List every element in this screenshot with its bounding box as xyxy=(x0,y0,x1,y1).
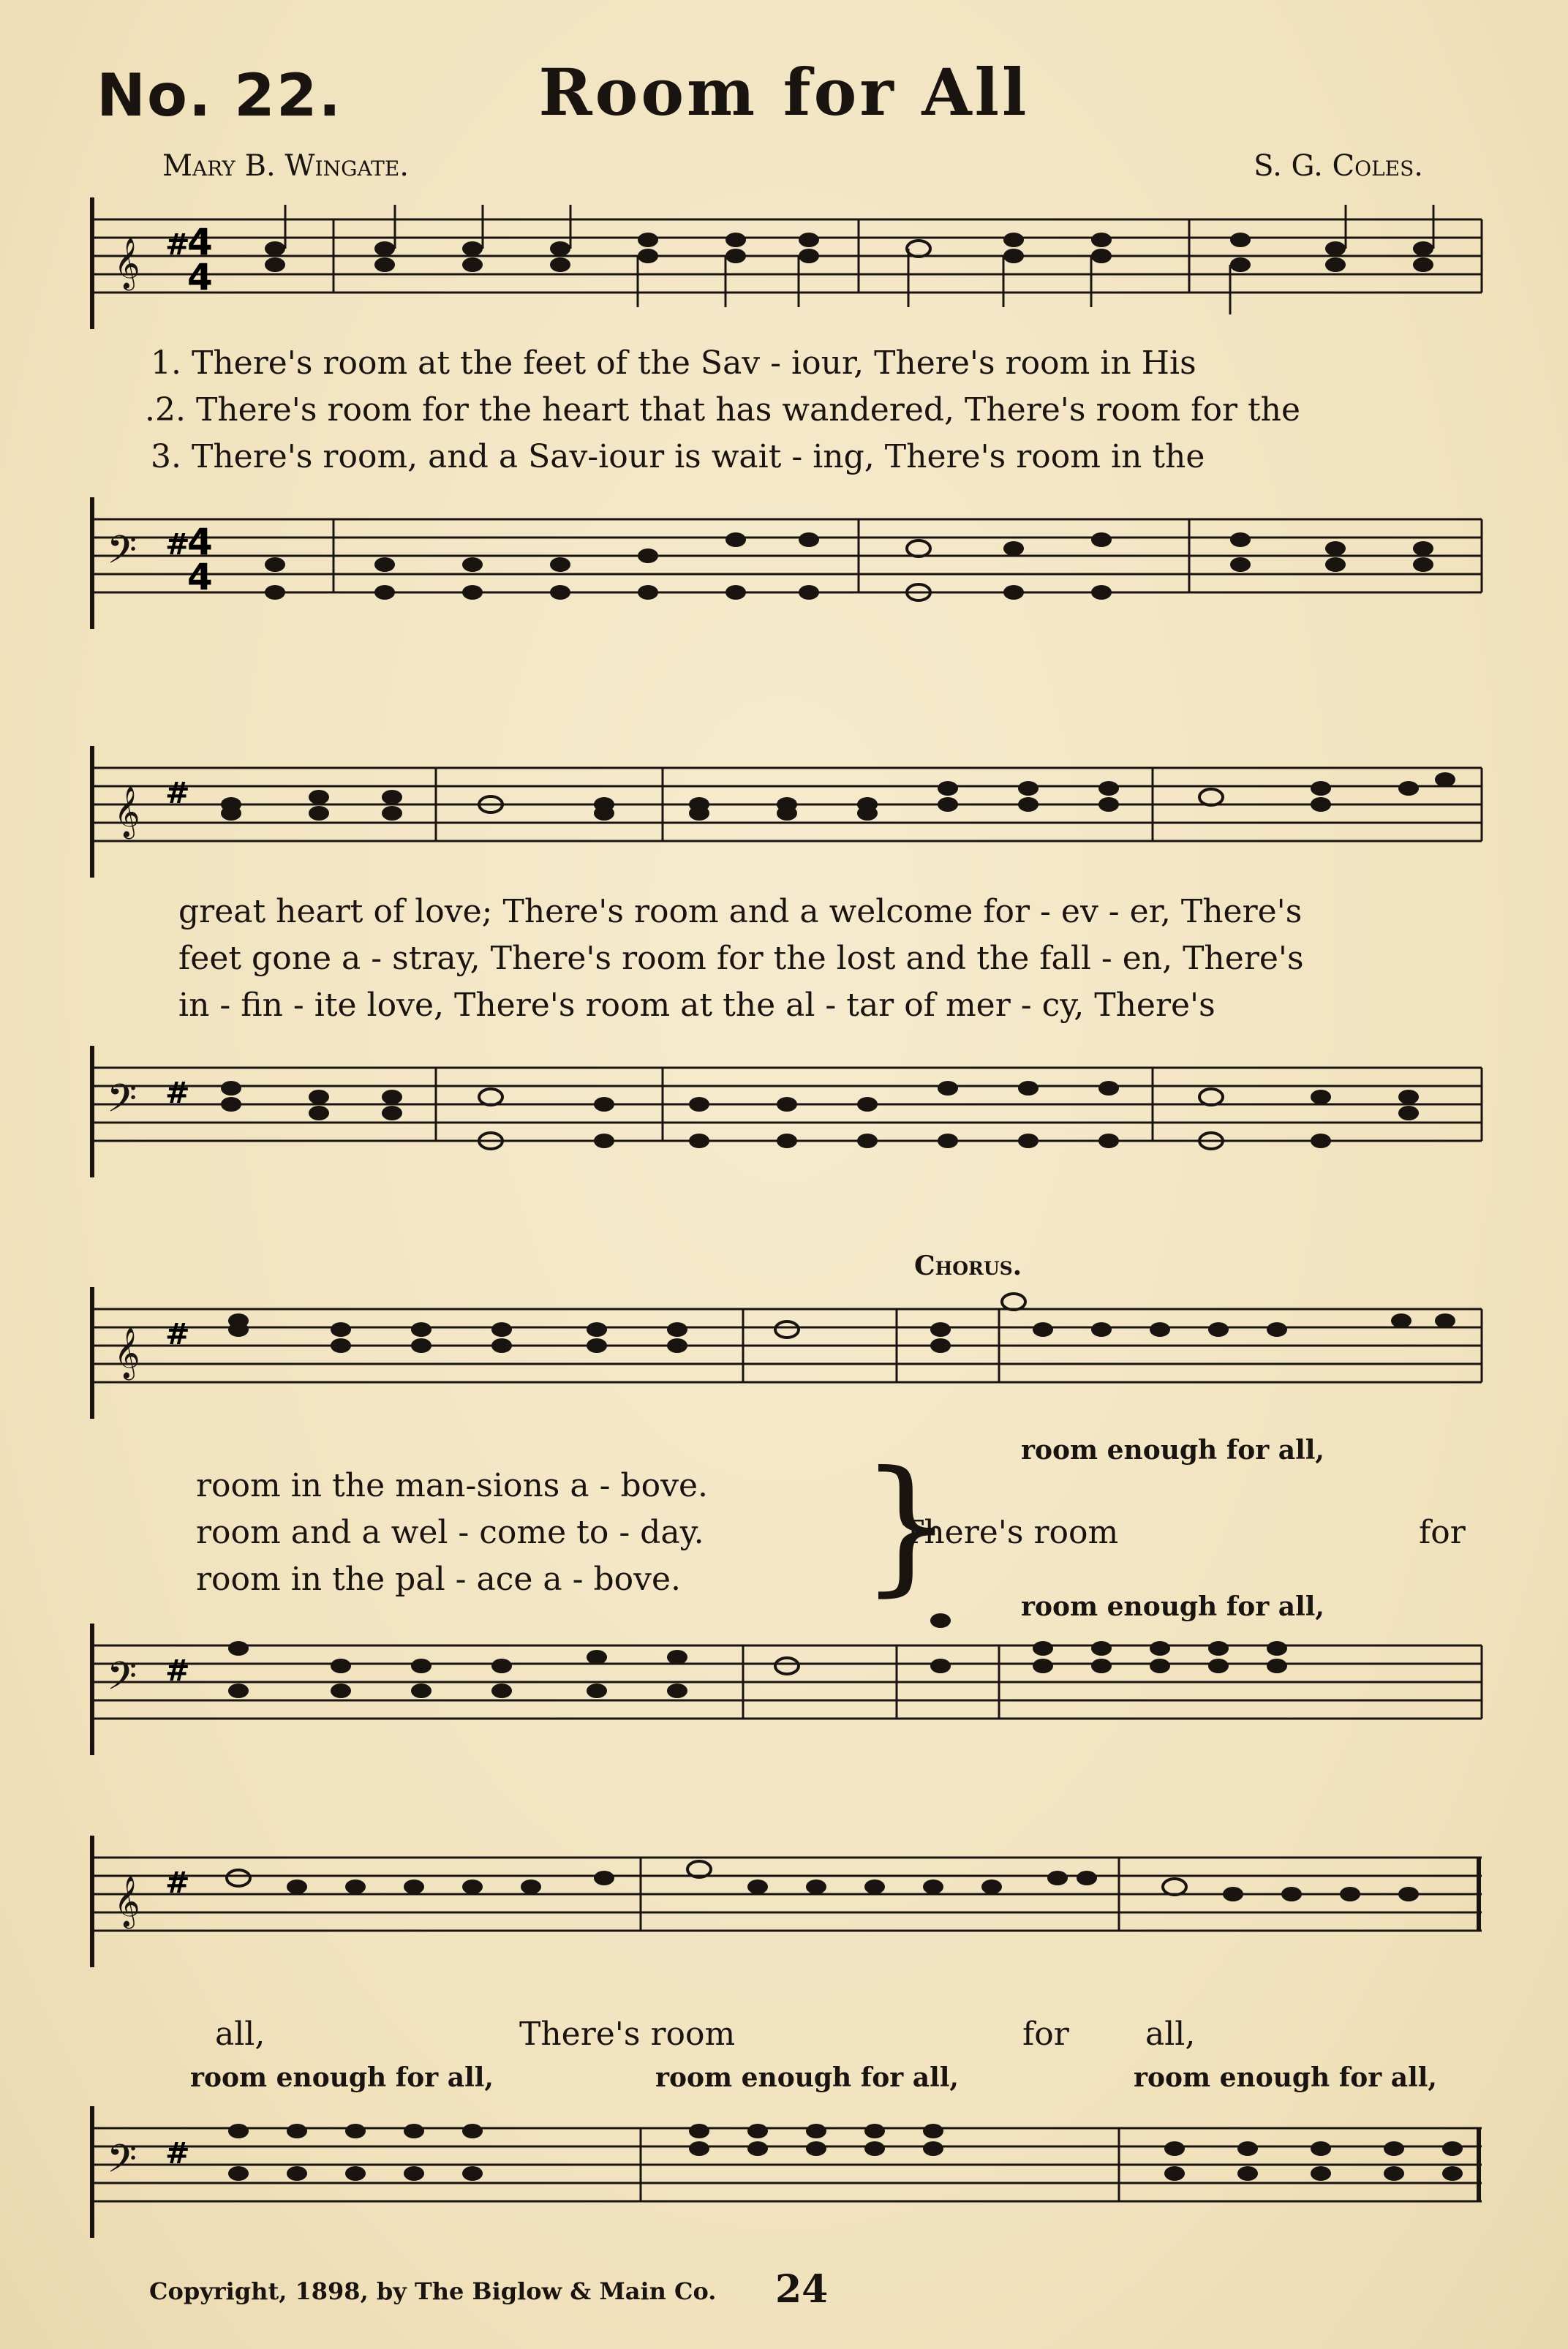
verse-line: in - fin - ite love, There's room at the al - tar of mer - cy, There's xyxy=(178,987,1215,1024)
svg-text:#: # xyxy=(165,527,190,562)
verse-line: .2. There's room for the heart that has wandered, There's room for the xyxy=(145,391,1301,429)
copyright-notice: Copyright, 1898, by The Biglow & Main Co. xyxy=(149,2277,717,2305)
verse-line: room in the pal - ace a - bove. xyxy=(196,1561,681,1598)
verse-line: room in the man-sions a - bove. xyxy=(196,1467,708,1504)
chorus-line: There's room xyxy=(902,1514,1119,1551)
echo-lyric: room enough for all, xyxy=(1021,1591,1324,1622)
verse-line: great heart of love; There's room and a welcome for - ev - er, There's xyxy=(178,893,1303,930)
music-system-4 xyxy=(92,1821,1482,2260)
svg-text:4: 4 xyxy=(187,221,213,263)
treble-staff xyxy=(92,1836,1482,1967)
treble-staff xyxy=(92,746,1482,878)
music-system-1 xyxy=(92,183,1482,651)
svg-text:𝄞: 𝄞 xyxy=(114,238,140,289)
verse-line: 1. There's room at the feet of the Sav - iour, There's room in His xyxy=(151,344,1196,382)
svg-text:𝄢: 𝄢 xyxy=(107,1077,137,1131)
bass-staff xyxy=(92,1624,1482,1755)
svg-text:𝄞: 𝄞 xyxy=(114,1876,140,1927)
bass-staff xyxy=(92,497,1482,629)
svg-text:𝄞: 𝄞 xyxy=(114,786,140,837)
svg-text:𝄢: 𝄢 xyxy=(107,1654,137,1708)
verse-line: feet gone a - stray, There's room for the lost and the fall - en, There's xyxy=(178,940,1304,977)
hymn-number: No. 22. xyxy=(97,61,342,129)
verse-brace: } xyxy=(860,1440,954,1610)
chorus-word: all, xyxy=(1145,2016,1196,2053)
composer-credit: S. G. Coles. xyxy=(1254,149,1423,183)
svg-text:#: # xyxy=(165,1076,190,1110)
hymn-title: Room for All xyxy=(538,54,1030,130)
echo-lyric: room enough for all, xyxy=(1134,2062,1437,2093)
svg-text:#: # xyxy=(165,2136,190,2171)
svg-text:𝄞: 𝄞 xyxy=(114,1327,140,1379)
chorus-word: There's room xyxy=(519,2016,736,2053)
music-system-3 xyxy=(92,1243,1482,1755)
echo-lyric: room enough for all, xyxy=(655,2062,959,2093)
svg-text:#: # xyxy=(165,1654,190,1688)
chorus-word: all, xyxy=(215,2016,265,2053)
svg-text:4: 4 xyxy=(187,521,213,563)
echo-lyric: room enough for all, xyxy=(190,2062,494,2093)
echo-lyric: room enough for all, xyxy=(1021,1435,1324,1466)
svg-text:#: # xyxy=(165,1866,190,1900)
page-number: 24 xyxy=(775,2267,829,2312)
bass-staff xyxy=(92,1046,1482,1177)
lyricist-credit: Mary B. Wingate. xyxy=(162,149,409,183)
svg-text:4: 4 xyxy=(187,556,213,598)
chorus-line: for xyxy=(1419,1514,1466,1551)
chorus-word: for xyxy=(1022,2016,1069,2053)
treble-staff xyxy=(92,197,1482,329)
verse-line: room and a wel - come to - day. xyxy=(196,1514,704,1551)
music-system-2 xyxy=(92,731,1482,1199)
bass-staff xyxy=(92,2106,1482,2238)
verse-line: 3. There's room, and a Sav-iour is wait - ing, There's room in the xyxy=(151,438,1205,475)
svg-text:𝄢: 𝄢 xyxy=(107,528,137,582)
svg-text:4: 4 xyxy=(187,256,213,298)
svg-text:#: # xyxy=(165,776,190,810)
treble-staff xyxy=(92,1287,1482,1419)
svg-text:𝄢: 𝄢 xyxy=(107,2137,137,2191)
chorus-label: Chorus. xyxy=(914,1251,1022,1281)
svg-text:#: # xyxy=(165,227,190,262)
svg-text:#: # xyxy=(165,1317,190,1351)
